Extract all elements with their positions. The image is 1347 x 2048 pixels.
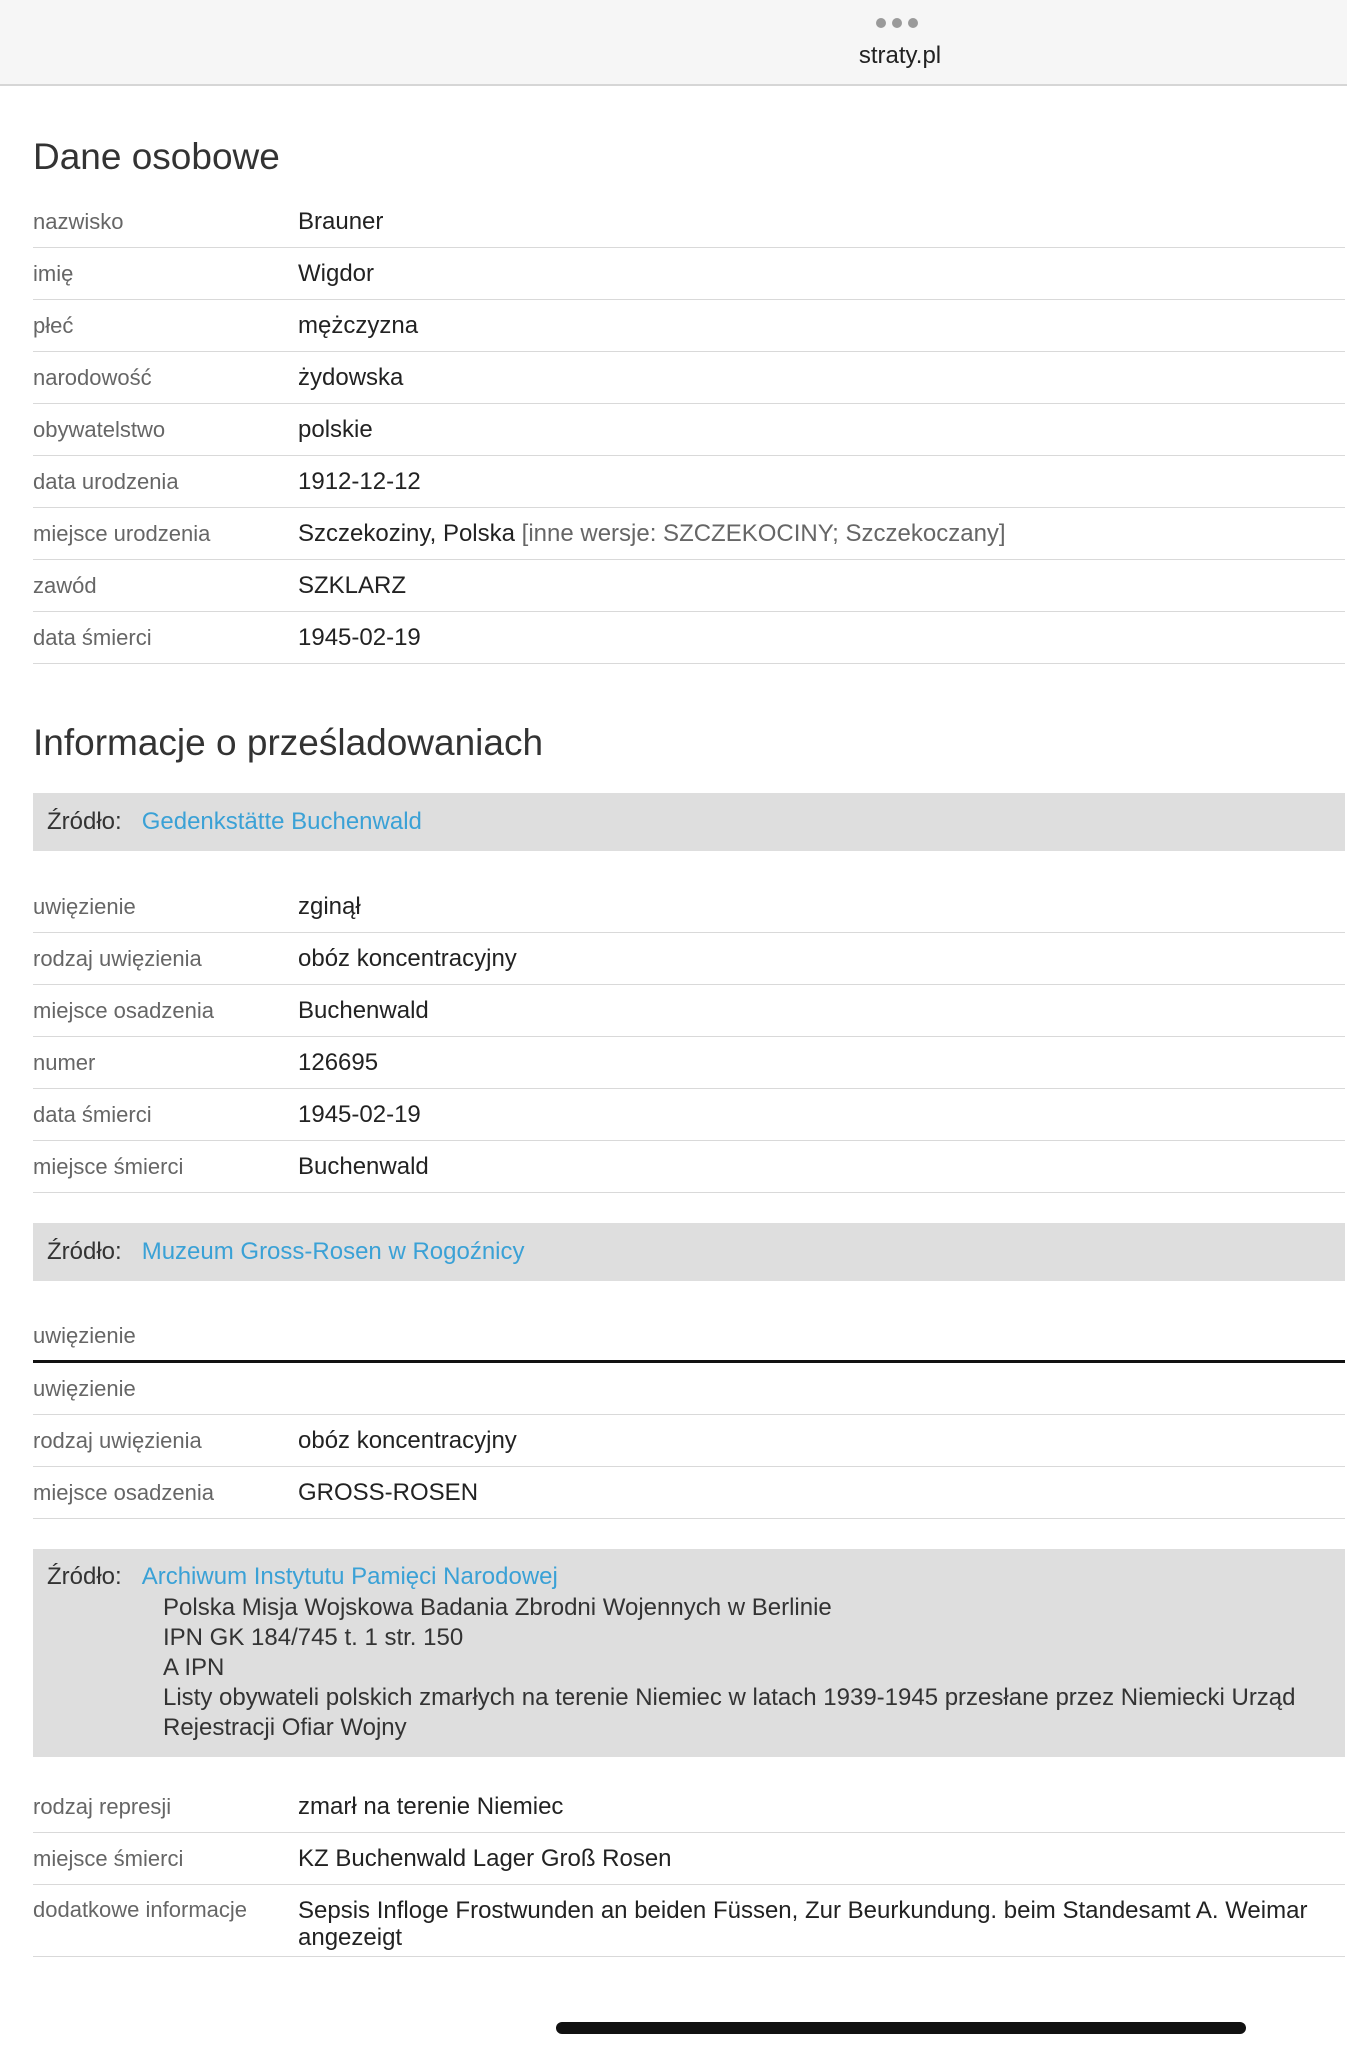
row-value: GROSS-ROSEN [298, 1478, 479, 1506]
row-value: żydowska [298, 363, 404, 391]
source-detail: Listy obywateli polskich zmarłych na terenie Niemiec w latach 1939-1945 przesłane przez Niemiecki Urząd Rejestracji Ofiar Wojny [163, 1684, 1296, 1741]
page-content [33, 86, 1345, 1957]
row-label: data urodzenia [33, 468, 179, 494]
table-row [33, 1833, 1345, 1885]
source-detail: A IPN [163, 1654, 225, 1681]
row-value: KZ Buchenwald Lager Groß Rosen [298, 1844, 672, 1872]
table-row [33, 612, 1345, 664]
row-label: rodzaj uwięzienia [33, 945, 202, 971]
source-link[interactable]: Archiwum Instytutu Pamięci Narodowej [141, 1563, 558, 1590]
source-detail: Polska Misja Wojskowa Badania Zbrodni Wojennych w Berlinie [163, 1594, 832, 1621]
table-row [33, 456, 1345, 508]
row-value: zmarł na terenie Niemiec [298, 1792, 564, 1820]
row-value: Wigdor [298, 259, 375, 287]
url-domain[interactable]: straty.pl [858, 42, 942, 69]
row-value: zginął [298, 892, 361, 920]
table-row [33, 881, 1345, 933]
personal-data-table [33, 196, 1345, 664]
source-link[interactable]: Gedenkstätte Buchenwald [141, 808, 422, 835]
home-indicator[interactable] [556, 2022, 1246, 2034]
birthplace-variants: [inne wersje: SZCZEKOCINY; Szczekoczany] [521, 519, 1006, 547]
row-label: dodatkowe informacje [33, 1897, 248, 1922]
table-row [33, 1311, 1345, 1363]
row-value: Sepsis Infloge Frostwunden an beiden Füssen, Zur Beurkundung. beim Standesamt A. Weimar angezeigt [298, 1897, 1308, 1951]
row-value: 126695 [298, 1048, 379, 1076]
row-value: 1945-02-19 [298, 623, 421, 651]
row-label: uwięzienie [33, 1322, 136, 1348]
row-label: zawód [33, 572, 97, 598]
table-row [33, 508, 1345, 560]
table-row [33, 1141, 1345, 1193]
birthplace-value: Szczekoziny, Polska [298, 519, 515, 547]
row-label: miejsce urodzenia [33, 520, 211, 546]
row-label: miejsce śmierci [33, 1845, 184, 1871]
table-row [33, 1467, 1345, 1519]
table-row [33, 352, 1345, 404]
table-row [33, 560, 1345, 612]
table-row [33, 300, 1345, 352]
row-label: numer [33, 1049, 96, 1075]
source-box [33, 793, 1345, 851]
row-value: mężczyzna [298, 311, 419, 339]
source-box [33, 1223, 1345, 1281]
section-title-personal: Dane osobowe [33, 136, 280, 177]
table-row [33, 404, 1345, 456]
row-label: nazwisko [33, 208, 124, 234]
row-label: uwięzienie [33, 1375, 136, 1401]
row-label: płeć [33, 312, 74, 338]
row-value: Buchenwald [298, 1152, 429, 1180]
row-label: rodzaj uwięzienia [33, 1427, 202, 1453]
row-value: SZKLARZ [298, 571, 407, 599]
row-value: 1912-12-12 [298, 467, 421, 495]
section-title-persecution: Informacje o prześladowaniach [33, 722, 544, 763]
row-label: obywatelstwo [33, 416, 166, 442]
row-label: narodowość [33, 364, 152, 390]
row-value: obóz koncentracyjny [298, 1426, 517, 1454]
source-label: Źródło: [47, 1563, 122, 1590]
table-row [33, 1363, 1345, 1415]
row-value: polskie [298, 415, 373, 443]
row-label: rodzaj represji [33, 1793, 172, 1819]
table-row [33, 1037, 1345, 1089]
source-label: Źródło: [47, 1238, 122, 1265]
row-value: Buchenwald [298, 996, 429, 1024]
source-detail: IPN GK 184/745 t. 1 str. 150 [163, 1624, 464, 1651]
row-value: obóz koncentracyjny [298, 944, 517, 972]
row-value: Brauner [298, 207, 384, 235]
more-options-icon[interactable] [876, 18, 918, 28]
row-value [298, 520, 1006, 548]
row-label: miejsce osadzenia [33, 997, 214, 1023]
table-row [33, 1089, 1345, 1141]
row-label: imię [33, 260, 74, 286]
source-box [33, 1549, 1345, 1757]
table-row [33, 248, 1345, 300]
table-row [33, 196, 1345, 248]
row-label: miejsce śmierci [33, 1153, 184, 1179]
table-row [33, 1415, 1345, 1467]
browser-top-bar [0, 0, 1347, 86]
row-label: uwięzienie [33, 893, 136, 919]
source-label: Źródło: [47, 808, 122, 835]
row-label: data śmierci [33, 624, 152, 650]
table-row [33, 933, 1345, 985]
source-link[interactable]: Muzeum Gross-Rosen w Rogoźnicy [141, 1238, 525, 1265]
table-row [33, 1781, 1345, 1833]
row-value: 1945-02-19 [298, 1100, 421, 1128]
row-label: miejsce osadzenia [33, 1479, 214, 1505]
row-label: data śmierci [33, 1101, 152, 1127]
table-row [33, 985, 1345, 1037]
table-row [33, 1885, 1345, 1957]
